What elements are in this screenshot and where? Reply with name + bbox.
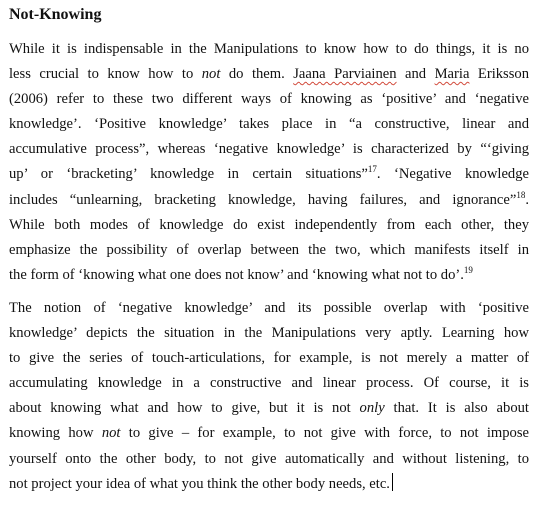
text-cursor bbox=[392, 473, 393, 491]
footnote-ref-18[interactable]: 18 bbox=[516, 189, 526, 200]
text-segment: about knowing what and how to give, but it is not bbox=[9, 400, 360, 417]
text-segment: not project your idea of what you think the other body needs, etc. bbox=[9, 475, 390, 492]
emphasis-text: not bbox=[201, 66, 221, 83]
text-segment: knowledge’ depicts the situation in the Manipulations very aptly. Learning how bbox=[9, 325, 529, 342]
text-segment: . bbox=[525, 191, 529, 208]
footnote-ref-19[interactable]: 19 bbox=[463, 264, 473, 275]
text-segment: up’ or ‘bracketing’ knowledge in certain situations” bbox=[9, 166, 368, 183]
text-line bbox=[9, 213, 529, 238]
emphasis-text: not bbox=[101, 425, 121, 442]
spellcheck-underlined-name: Maria bbox=[434, 66, 470, 83]
text-segment: yourself onto the other body, to not give automatically and without listening, to bbox=[9, 450, 529, 467]
text-segment: that. It is also about bbox=[384, 400, 529, 417]
text-segment: to give – for example, to not give with force, to not impose bbox=[120, 425, 529, 442]
text-segment: less crucial to know how to bbox=[9, 66, 202, 83]
text-line bbox=[9, 137, 529, 162]
text-line bbox=[9, 396, 529, 421]
text-segment: (2006) refer to these two different ways of knowing as ‘positive’ and ‘negative bbox=[9, 91, 529, 108]
spellcheck-underlined-name: Jaana Parviainen bbox=[293, 66, 397, 83]
text-segment: and bbox=[396, 66, 435, 83]
text-segment: The notion of ‘negative knowledge’ and its possible overlap with ‘positive bbox=[9, 299, 529, 316]
text-segment: do them. bbox=[220, 66, 294, 83]
text-line bbox=[9, 296, 529, 321]
text-segment: to give the series of touch-articulations, for example, is not merely a matter of bbox=[9, 350, 529, 367]
text-line bbox=[9, 238, 529, 263]
text-line bbox=[9, 321, 529, 346]
text-line bbox=[9, 62, 529, 87]
text-line bbox=[9, 371, 529, 396]
text-line bbox=[9, 421, 529, 446]
text-line bbox=[9, 263, 529, 288]
text-line bbox=[9, 472, 529, 497]
text-segment: While it is indispensable in the Manipulations to know how to do things, it is no bbox=[9, 41, 529, 57]
emphasis-text: only bbox=[359, 400, 385, 417]
text-line bbox=[9, 447, 529, 472]
text-segment: knowing how bbox=[9, 425, 102, 442]
text-line bbox=[9, 346, 529, 371]
text-segment: accumulating knowledge in a constructive and linear process. Of course, it is bbox=[9, 375, 529, 392]
text-line bbox=[9, 37, 529, 62]
text-segment: . ‘Negative knowledge bbox=[376, 166, 530, 183]
text-segment: includes “unlearning, bracketing knowledge, having failures, and ignorance” bbox=[9, 191, 517, 208]
text-line bbox=[9, 112, 529, 137]
text-segment: While both modes of knowledge do exist independently from each other, they bbox=[9, 216, 529, 233]
text-segment: emphasize the possibility of overlap between the two, which manifests itself in bbox=[9, 241, 529, 258]
text-line bbox=[9, 162, 529, 187]
text-segment: the form of ‘knowing what one does not know’ and ‘knowing what not to do’. bbox=[9, 266, 464, 283]
document-page[interactable] bbox=[9, 0, 529, 497]
text-segment: knowledge’. ‘Positive knowledge’ takes place in “a constructive, linear and bbox=[9, 116, 529, 133]
text-segment: Eriksson bbox=[469, 66, 529, 83]
text-segment: accumulative process”, whereas ‘negative knowledge’ is characterized by “‘giving bbox=[9, 141, 529, 158]
text-line bbox=[9, 188, 529, 213]
text-line bbox=[9, 87, 529, 112]
section-heading: Not-Knowing bbox=[9, 6, 102, 23]
footnote-ref-17[interactable]: 17 bbox=[367, 164, 377, 175]
paragraph-1[interactable] bbox=[9, 37, 529, 288]
paragraph-2[interactable] bbox=[9, 296, 529, 497]
